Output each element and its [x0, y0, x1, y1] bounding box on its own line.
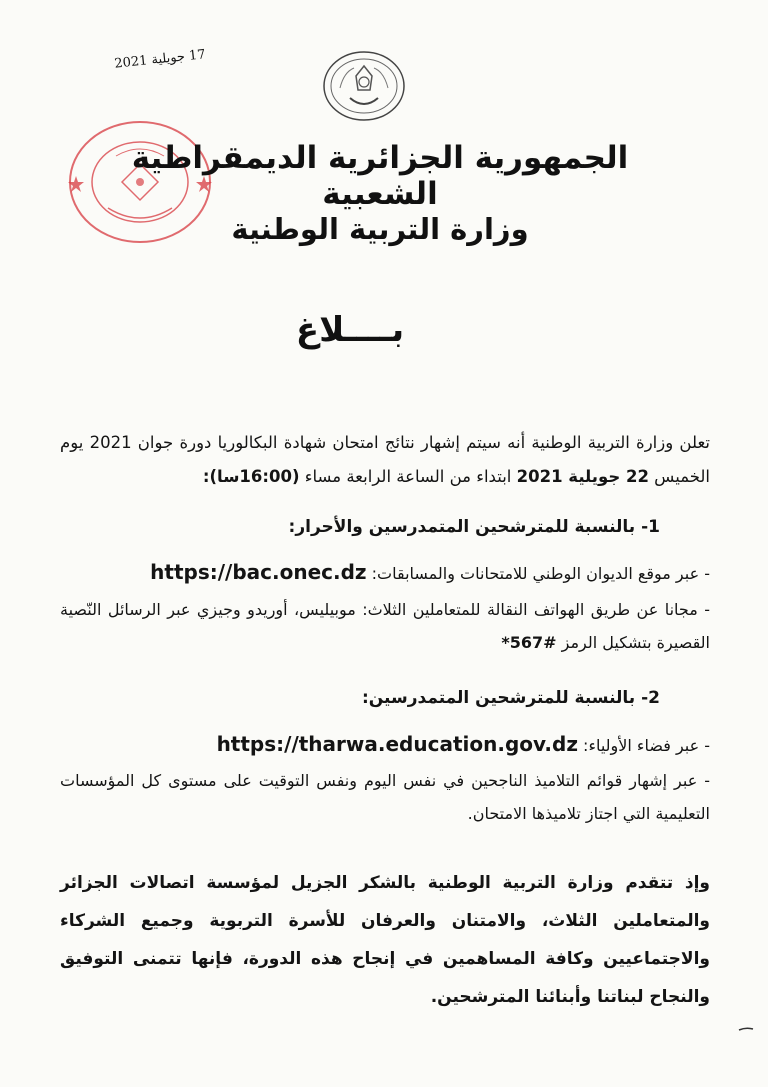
ministry-heading: وزارة التربية الوطنية: [231, 212, 529, 246]
tharwa-link[interactable]: https://tharwa.education.gov.dz: [216, 732, 578, 756]
closing-paragraph: وإذ تتقدم وزارة التربية الوطنية بالشكر الجزيل لمؤسسة اتصالات الجزائر والمتعاملين الثلاث، والامتنان والعرفان للأسرة التربوية وجميع الشركاء والاجتماعيين وكافة المساهمين في إنجاح هذه الدورة، فإنها تتمنى التوفيق والنجاح لبناتنا وأبنائنا المترشحين.: [60, 873, 710, 1007]
bac-onec-link[interactable]: https://bac.onec.dz: [150, 560, 367, 584]
intro-text-2: ابتداء من الساعة الرابعة مساء: [299, 467, 517, 486]
intro-date: 22 جويلية 2021: [516, 467, 649, 486]
section-1-item-2: [60, 593, 710, 659]
handwritten-date: 17 جويلية 2021: [113, 47, 207, 72]
section-1-item-2-text: - مجانا عن طريق الهواتف النقالة للمتعاملين الثلاث: موبيليس، أوريدو وجيزي عبر الرسائل النّصية القصيرة بتشكيل الرمز: [60, 600, 710, 652]
intro-time: (16:00سا):: [202, 467, 300, 486]
section-1-item-1-text: - عبر موقع الديوان الوطني للامتحانات والمسابقات:: [366, 564, 710, 583]
section-2-item-2: - عبر إشهار قوائم التلاميذ الناجحين في نفس اليوم ونفس التوقيت على مستوى كل المؤسسات التعليمية التي اجتاز تلاميذها الامتحان.: [60, 771, 710, 823]
section-2-item-1: [60, 728, 710, 762]
intro-text-1: تعلن وزارة التربية الوطنية أنه سيتم إشهار نتائج امتحان شهادة البكالوريا دورة جوان 2021 يوم الخميس: [60, 433, 711, 486]
intro-paragraph: [60, 426, 710, 494]
page-mark: [738, 1026, 754, 1032]
section-2-heading: 2- بالنسبة للمترشحين المتمدرسين:: [361, 688, 660, 708]
section-2-item-1-text: - عبر فضاء الأولياء:: [577, 736, 710, 755]
section-1-item-1: [60, 556, 710, 590]
announcement-title: بــــلاغ: [295, 310, 405, 350]
national-emblem-icon: [318, 48, 410, 124]
section-1-heading: 1- بالنسبة للمترشحين المتمدرسين والأحرار:: [288, 517, 660, 537]
sms-code: #567*: [501, 633, 557, 652]
republic-heading: الجمهورية الجزائرية الديمقراطية الشعبية: [131, 140, 629, 212]
